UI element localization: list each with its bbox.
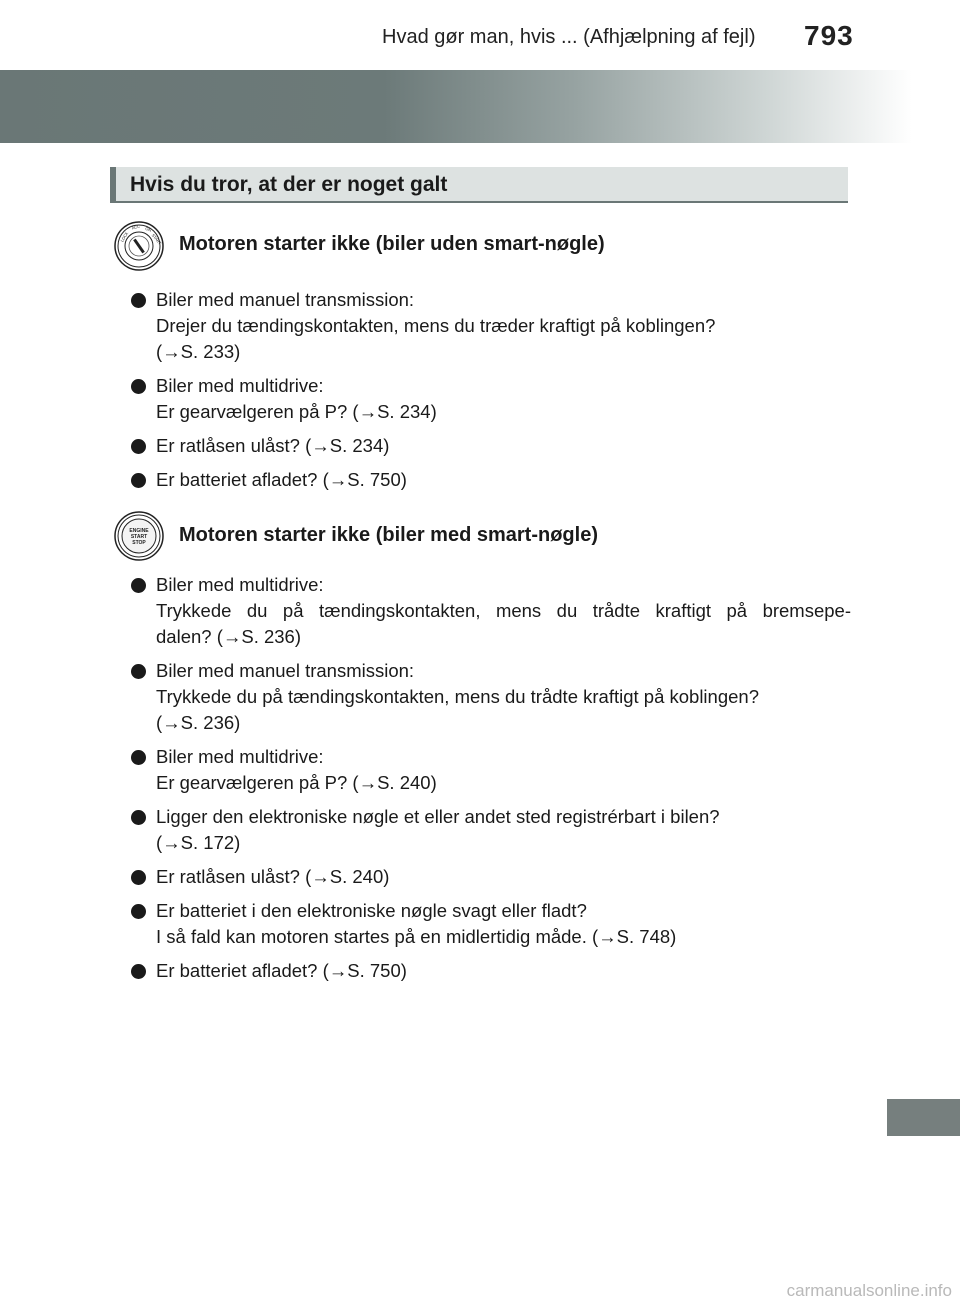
list-item-line: Er ratlåsen ulåst? (→S. 234) [156, 435, 390, 456]
list-item-line: Drejer du tændingskontakten, mens du træder kraftigt på koblingen? [156, 315, 716, 336]
page-header-title: Hvad gør man, hvis ... (Afhjælpning af fejl) [382, 26, 756, 48]
engine-start-stop-button-icon [114, 511, 164, 561]
list-item-line: Er batteriet i den elektroniske nøgle svagt eller fladt? [156, 900, 587, 921]
list-item-line: (→S. 236) [156, 712, 241, 733]
list-item-line: dalen? (→S. 236) [156, 626, 302, 647]
bullet-list-no-smart-key [131, 287, 851, 501]
list-item-line: (→S. 172) [156, 832, 241, 853]
chapter-side-tab [887, 1099, 960, 1136]
list-item-line: Biler med multidrive: [156, 375, 324, 396]
list-item-line: Er gearvælgeren på P? (→S. 234) [156, 401, 437, 422]
list-item-line: Trykkede du på tændingskontakten, mens du trådte kraftigt på koblingen? [156, 686, 759, 707]
list-item [131, 373, 851, 425]
list-item [131, 864, 851, 890]
section-heading [110, 167, 848, 203]
list-item-line: Er batteriet afladet? (→S. 750) [156, 469, 407, 490]
list-item [131, 804, 851, 856]
header-band [0, 70, 960, 143]
list-item [131, 958, 851, 984]
list-item-line: Er ratlåsen ulåst? (→S. 240) [156, 866, 390, 887]
list-item [131, 658, 851, 736]
list-item-line: Biler med multidrive: [156, 746, 324, 767]
list-item-line: Biler med manuel transmission: [156, 660, 415, 681]
list-item-line: Trykkede du på tændingskontakten, mens du trådte kraftigt på bremsepe- [156, 600, 851, 621]
button-label-engine: ENGINE [129, 528, 149, 534]
list-item [131, 744, 851, 796]
list-item [131, 467, 851, 493]
list-item [131, 572, 851, 650]
list-item-line: Biler med manuel transmission: [156, 289, 415, 310]
key-label-start: START [150, 232, 163, 246]
key-label-lock: LOCK [119, 230, 130, 243]
list-item [131, 287, 851, 365]
subsection-title-with-smart-key: Motoren starter ikke (biler med smart-nøgle) [179, 524, 598, 546]
list-item [131, 898, 851, 950]
watermark: carmanualsonline.info [786, 1281, 952, 1300]
section-heading-text: Hvis du tror, at der er noget galt [130, 173, 448, 196]
button-label-start: START [130, 534, 148, 540]
list-item-line: (→S. 233) [156, 341, 241, 362]
key-label-on: ON [144, 225, 153, 233]
list-item-line: Er gearvælgeren på P? (→S. 240) [156, 772, 437, 793]
list-item-line: I så fald kan motoren startes på en midlertidig måde. (→S. 748) [156, 926, 677, 947]
list-item-line: Biler med multidrive: [156, 574, 324, 595]
bullet-list-with-smart-key [131, 572, 851, 992]
page-number: 793 [804, 20, 854, 51]
list-item-line: Ligger den elektroniske nøgle et eller andet sted registrérbart i bilen? [156, 806, 720, 827]
key-label-acc: ACC [131, 223, 141, 231]
button-label-stop: STOP [132, 540, 146, 546]
subsection-title-no-smart-key: Motoren starter ikke (biler uden smart-nøgle) [179, 233, 605, 255]
ignition-key-switch-icon [114, 221, 164, 271]
list-item [131, 433, 851, 459]
list-item-line: Er batteriet afladet? (→S. 750) [156, 960, 407, 981]
